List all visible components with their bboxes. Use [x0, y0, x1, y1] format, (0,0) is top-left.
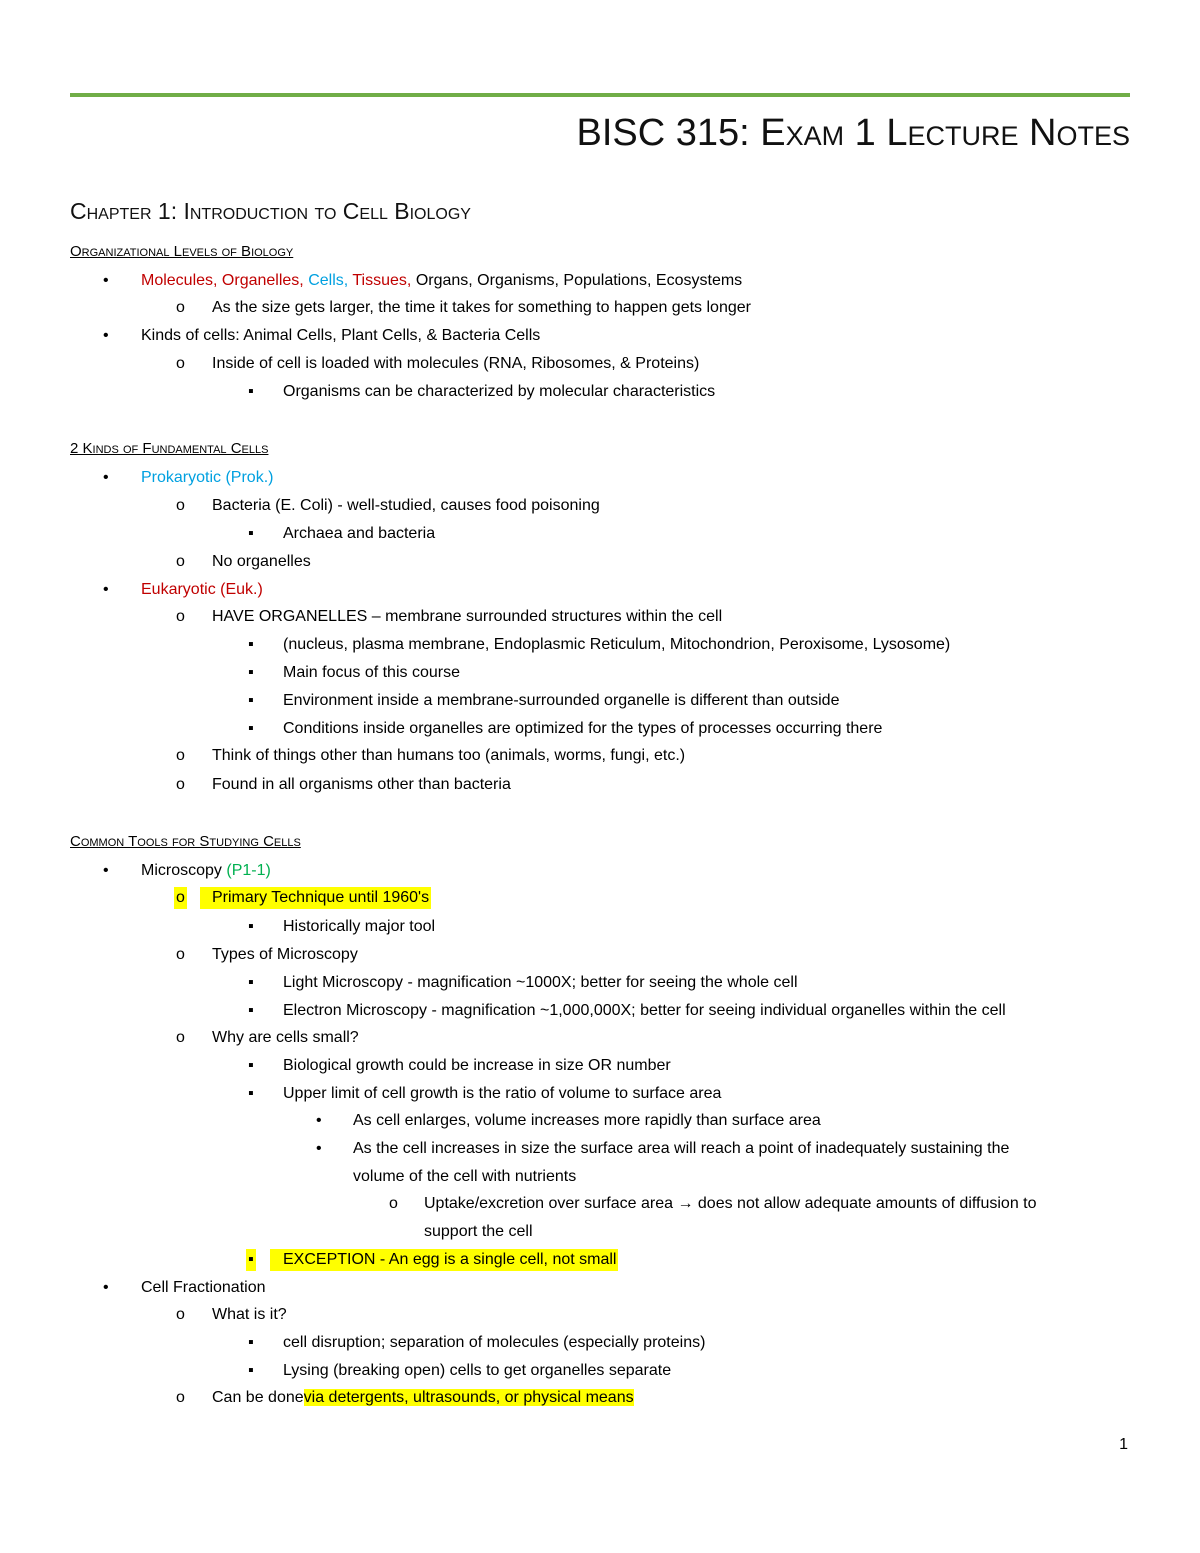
bullet-l1: • — [316, 1140, 322, 1157]
bullet-l3: ▪ — [248, 1085, 254, 1102]
levels-black: Organs, Organisms, Populations, Ecosystems — [415, 272, 743, 289]
list-item: Bacteria (E. Coli) - well-studied, causes food poisoning — [212, 497, 600, 514]
list-item: Archaea and bacteria — [283, 525, 436, 542]
list-item: Environment inside a membrane-surrounded organelle is different than outside — [283, 692, 840, 709]
bullet-l1: • — [103, 327, 109, 344]
bullet-l2: o — [389, 1195, 398, 1212]
bullet-l2: o — [176, 776, 185, 793]
bullet-l2: o — [176, 553, 185, 570]
list-item: Why are cells small? — [212, 1029, 359, 1046]
list-item: Organisms can be characterized by molecular characteristics — [283, 383, 716, 400]
bullet-l3: ▪ — [248, 720, 254, 737]
section-heading-fundamental-cells: 2 Kinds of Fundamental Cells — [70, 440, 269, 457]
microscopy-reference: (P1-1) — [226, 862, 271, 879]
bullet-l2: o — [176, 497, 185, 514]
list-item: Light Microscopy - magnification ~1000X; better for seeing the whole cell — [283, 974, 798, 991]
list-item: Biological growth could be increase in size OR number — [283, 1057, 671, 1074]
section-heading-organizational-levels: Organizational Levels of Biology — [70, 243, 294, 260]
list-item: Uptake/excretion over surface area → does not allow adequate amounts of diffusion to — [424, 1195, 1037, 1212]
microscopy-label: Microscopy — [141, 862, 222, 879]
bullet-l2: o — [176, 1029, 185, 1046]
list-item-continuation: volume of the cell with nutrients — [353, 1168, 577, 1185]
list-item: Historically major tool — [283, 918, 436, 935]
bullet-l1: • — [103, 272, 109, 289]
list-item: HAVE ORGANELLES – membrane surrounded structures within the cell — [212, 608, 723, 625]
list-item-microscopy — [141, 860, 271, 882]
section-heading-common-tools: Common Tools for Studying Cells — [70, 833, 301, 850]
list-item-eukaryotic: Eukaryotic (Euk.) — [141, 581, 263, 598]
list-item: Main focus of this course — [283, 664, 460, 681]
bullet-l3: ▪ — [248, 918, 254, 935]
bullet-l2: o — [176, 946, 185, 963]
list-item: As the size gets larger, the time it takes for something to happen gets longer — [212, 299, 751, 316]
list-item-highlighted: Primary Technique until 1960's — [200, 887, 431, 909]
list-item: Found in all organisms other than bacteria — [212, 776, 511, 793]
list-item — [212, 1387, 634, 1409]
bullet-l2: o — [176, 1306, 185, 1323]
list-item: What is it? — [212, 1306, 287, 1323]
bullet-l2: o — [176, 355, 185, 372]
document-title: BISC 315: Exam 1 Lecture Notes — [576, 112, 1130, 154]
list-item-prokaryotic: Prokaryotic (Prok.) — [141, 469, 274, 486]
bullet-l2: o — [176, 747, 185, 764]
list-item: cell disruption; separation of molecules (especially proteins) — [283, 1334, 706, 1351]
bullet-l2: o — [176, 1389, 185, 1406]
bullet-l3: ▪ — [248, 1334, 254, 1351]
list-item-continuation: support the cell — [424, 1223, 533, 1240]
list-item: No organelles — [212, 553, 311, 570]
bullet-l3: ▪ — [246, 1249, 256, 1271]
chapter-heading: Chapter 1: Introduction to Cell Biology — [70, 198, 471, 224]
list-item: As the cell increases in size the surface area will reach a point of inadequately sustaining the — [353, 1140, 1010, 1157]
bullet-l3: ▪ — [248, 636, 254, 653]
bullet-l2: o — [174, 887, 187, 909]
bullet-l3: ▪ — [248, 692, 254, 709]
list-item: As cell enlarges, volume increases more rapidly than surface area — [353, 1112, 821, 1129]
bullet-l1: • — [316, 1112, 322, 1129]
bullet-l2: o — [176, 608, 185, 625]
bullet-l1: • — [103, 862, 109, 879]
bullet-l2: o — [176, 299, 185, 316]
bullet-l3: ▪ — [248, 664, 254, 681]
list-item: (nucleus, plasma membrane, Endoplasmic Reticulum, Mitochondrion, Peroxisome, Lysosome) — [283, 636, 951, 653]
done-highlight: via detergents, ultrasounds, or physical means — [303, 1389, 634, 1406]
list-item: Upper limit of cell growth is the ratio of volume to surface area — [283, 1085, 722, 1102]
page-number: 1 — [1119, 1436, 1128, 1453]
bullet-l3: ▪ — [248, 1057, 254, 1074]
list-item: Electron Microscopy - magnification ~1,000,000X; better for seeing individual organelles within the cell — [283, 1002, 1006, 1019]
list-item-highlighted: EXCEPTION - An egg is a single cell, not small — [270, 1249, 618, 1271]
bullet-l1: • — [103, 581, 109, 598]
bullet-l3: ▪ — [248, 525, 254, 542]
levels-blue: Cells, — [308, 272, 349, 289]
header-rule — [70, 93, 1130, 97]
list-item-levels — [141, 270, 742, 292]
list-item: Think of things other than humans too (animals, worms, fungi, etc.) — [212, 747, 686, 764]
list-item: Kinds of cells: Animal Cells, Plant Cells, & Bacteria Cells — [141, 327, 541, 344]
bullet-l3: ▪ — [248, 974, 254, 991]
list-item: Cell Fractionation — [141, 1279, 266, 1296]
bullet-l3: ▪ — [248, 1362, 254, 1379]
list-item: Conditions inside organelles are optimized for the types of processes occurring there — [283, 720, 883, 737]
bullet-l3: ▪ — [248, 1002, 254, 1019]
bullet-l1: • — [103, 1279, 109, 1296]
list-item: Types of Microscopy — [212, 946, 358, 963]
bullet-l3: ▪ — [248, 383, 254, 400]
bullet-l1: • — [103, 469, 109, 486]
list-item: Lysing (breaking open) cells to get organelles separate — [283, 1362, 672, 1379]
done-text: Can be done — [212, 1389, 304, 1406]
list-item: Inside of cell is loaded with molecules (RNA, Ribosomes, & Proteins) — [212, 355, 700, 372]
levels-red-1: Molecules, Organelles, — [141, 272, 304, 289]
levels-red-2: Tissues, — [352, 272, 412, 289]
